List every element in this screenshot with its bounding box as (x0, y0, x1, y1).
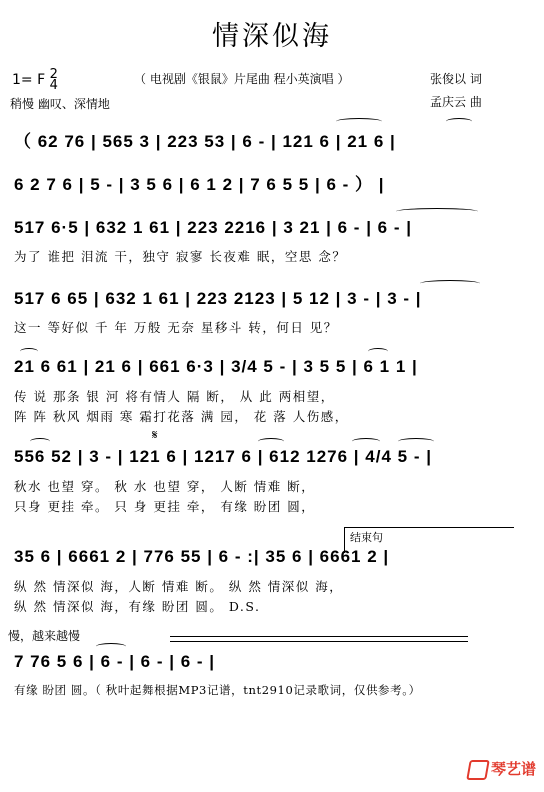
system-8-notes: 7 76 5 6 | 6 - | 6 - | 6 - | (14, 652, 216, 671)
system-4-lyrics-1: 这一 等好似 千 年 万般 无奈 星移斗 转，何日 见？ (14, 320, 338, 335)
key-label: 1= F (12, 72, 46, 88)
tempo-change-mark: 慢，越来越慢 (8, 629, 81, 643)
segno-sign: 𝄋 (152, 428, 158, 443)
logo-mark-icon (466, 760, 490, 780)
system-6-lyrics-1: 秋水 也望 穿。 秋 水 也望 穿， 人断 情难 断， (14, 479, 316, 494)
system-7-lyrics-1: 纵 然 情深似 海，人断 情难 断。 纵 然 情深似 海， (14, 579, 344, 594)
slur (352, 438, 380, 445)
lyricist: 张俊以 词 (430, 72, 482, 86)
system-5-lyrics-1: 传 说 那条 银 河 将有情人 隔 断， 从 此 两相望， (14, 389, 335, 404)
time-sig-top: 2 (49, 67, 58, 82)
ending-label: 结束句 (350, 531, 383, 544)
site-logo (468, 758, 536, 780)
system-6-notes: 556 52 | 3 - | 121 6 | 1217 6 | 612 1276 | 4/4 5 - | (14, 447, 432, 466)
slur (96, 643, 126, 650)
tie (420, 280, 480, 287)
slur (398, 438, 434, 445)
subtitle: （ 电视剧《银鼠》片尾曲 程小英演唱 ） (134, 72, 350, 86)
logo-text: 琴艺谱 (490, 760, 536, 778)
system-5-notes: 21 6 61 | 21 6 | 661 6·3 | 3/4 5 - | 3 5 5 | 6 1 1 | (14, 357, 418, 376)
slur (258, 438, 284, 445)
ending-bracket-top (344, 527, 514, 528)
slur (30, 438, 50, 445)
key-signature (12, 69, 58, 91)
system-2-notes: 6 2 7 6 | 5 - | 3 5 6 | 6 1 2 | 7 6 5 5 | 6 - ） | (14, 175, 385, 194)
slur (336, 118, 382, 125)
slur (368, 348, 388, 355)
system-3-lyrics-1: 为了 谁把 泪流 干，独守 寂寥 长夜难 眠，空思 念？ (14, 249, 347, 264)
slur (20, 348, 38, 355)
system-7-lyrics-2: 纵 然 情深似 海，有缘 盼团 圆。 D.S. (14, 599, 261, 614)
system-1-notes: （ 62 76 | 565 3 | 223 53 | 6 - | 121 6 | 21 6 | (14, 132, 396, 151)
system-4-notes: 517 6 65 | 632 1 61 | 223 2123 | 5 12 | 3 - | 3 - | (14, 289, 422, 308)
composer: 孟庆云 曲 (430, 95, 482, 109)
system-7-notes: 35 6 | 6661 2 | 776 55 | 6 - :| 35 6 | 6661 2 | (14, 547, 390, 566)
fermata-line-bottom (170, 641, 468, 642)
fermata-line-top (170, 636, 468, 637)
system-3-notes: 517 6·5 | 632 1 61 | 223 2216 | 3 21 | 6 - | 6 - | (14, 218, 412, 237)
song-title: 情深似海 (212, 21, 332, 52)
system-6-lyrics-2: 只身 更挂 牵。 只 身 更挂 牵， 有缘 盼团 圆， (14, 499, 316, 514)
tempo-marking: 稍慢 幽叹、深情地 (10, 97, 110, 111)
time-sig-bottom: 4 (49, 78, 58, 93)
system-5-lyrics-2: 阵 阵 秋风 烟雨 寒 霜打花落 满 园， 花 落 人伤感， (14, 409, 349, 424)
slur (446, 118, 472, 125)
system-8-lyrics-1: 有缘 盼团 圆。（ 秋叶起舞根据MP3记谱，tnt2910记录歌词，仅供参考。） (14, 683, 421, 697)
time-signature (50, 69, 58, 91)
tie (396, 208, 478, 215)
